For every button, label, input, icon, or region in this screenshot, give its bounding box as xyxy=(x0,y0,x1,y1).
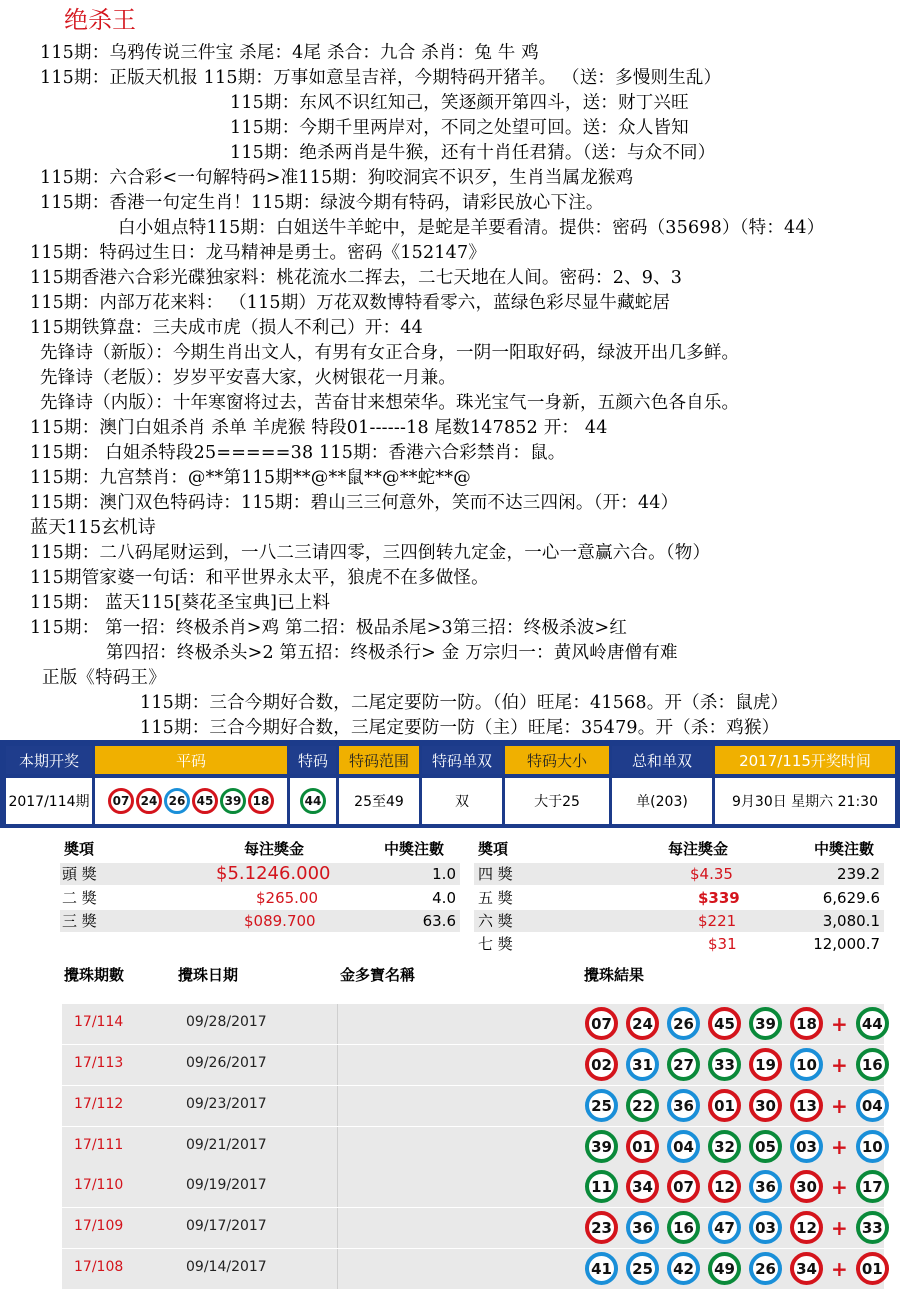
number-ball: 07 xyxy=(585,1007,618,1040)
text-line: 先锋诗（内版）：十年寒窗将过去，苦奋甘来想荣华。珠光宝气一身新，五颜六色各自乐。 xyxy=(40,393,740,413)
text-line: 正版《特码王》 xyxy=(42,668,166,688)
history-header-date: 攪珠日期 xyxy=(178,966,239,984)
column-divider xyxy=(337,1208,338,1248)
prize-count: 4.0 xyxy=(432,889,456,907)
history-date: 09/23/2017 xyxy=(186,1096,267,1112)
prize-row xyxy=(60,910,460,932)
text-line: 115期：东风不识红知己，笑逐颜开第四斗，送：财丁兴旺 xyxy=(230,93,689,113)
text-line: 115期：香港一句定生肖！115期：绿波今期有特码，请彩民放心下注。 xyxy=(40,193,604,213)
number-ball: 22 xyxy=(626,1089,659,1122)
special-ball-cell xyxy=(290,778,336,824)
number-ball: 10 xyxy=(790,1048,823,1081)
special-number-ball: 44 xyxy=(300,788,326,814)
number-ball: 13 xyxy=(790,1089,823,1122)
special-number-ball: 10 xyxy=(856,1130,889,1163)
plus-sign: + xyxy=(831,1052,848,1077)
number-ball: 27 xyxy=(667,1048,700,1081)
number-ball: 19 xyxy=(749,1048,782,1081)
prize-amount: $339 xyxy=(698,889,740,907)
history-header-period: 攪珠期數 xyxy=(64,966,125,984)
plus-sign: + xyxy=(831,1011,848,1036)
history-row xyxy=(62,1045,884,1085)
regular-balls xyxy=(95,778,287,824)
number-ball: 34 xyxy=(790,1252,823,1285)
history-row xyxy=(62,1004,884,1044)
number-ball: 30 xyxy=(749,1089,782,1122)
number-ball: 41 xyxy=(585,1252,618,1285)
number-ball: 03 xyxy=(749,1211,782,1244)
text-line: 115期铁算盘：三夫成市虎（损人不利己）开：44 xyxy=(30,318,423,338)
number-ball: 33 xyxy=(708,1048,741,1081)
header-sum-odd-even: 总和单双 xyxy=(612,746,712,774)
prize-count: 1.0 xyxy=(432,865,456,883)
number-ball: 26 xyxy=(749,1252,782,1285)
prize-row xyxy=(60,863,460,885)
prize-name: 二 獎 xyxy=(62,889,97,907)
history-date: 09/19/2017 xyxy=(186,1177,267,1193)
prize-amount: $221 xyxy=(698,912,737,930)
history-row xyxy=(62,1208,884,1248)
history-header-result: 攪珠結果 xyxy=(584,966,645,984)
number-ball: 24 xyxy=(136,788,162,814)
column-divider xyxy=(337,1127,338,1167)
special-number-ball: 17 xyxy=(856,1170,889,1203)
history-result-balls xyxy=(585,1252,897,1285)
number-ball: 49 xyxy=(708,1252,741,1285)
number-ball: 02 xyxy=(585,1048,618,1081)
text-line: 115期： 蓝天115[葵花圣宝典]已上料 xyxy=(30,593,331,613)
number-ball: 32 xyxy=(708,1130,741,1163)
text-line: 白小姐点特115期：白姐送牛羊蛇中，是蛇是羊要看清。提供：密码（35698）（特：44） xyxy=(118,218,825,238)
number-ball: 16 xyxy=(667,1211,700,1244)
number-ball: 18 xyxy=(248,788,274,814)
text-line: 115期：六合彩<一句解特码>准115期：狗咬洞宾不识歹，生肖当属龙猴鸡 xyxy=(40,168,634,188)
number-ball: 26 xyxy=(667,1007,700,1040)
text-line: 115期：三合今期好合数，三尾定要防一防（主）旺尾：35479。开（杀：鸡猴） xyxy=(140,718,780,738)
history-period: 17/113 xyxy=(74,1055,124,1071)
special-number-ball: 16 xyxy=(856,1048,889,1081)
prize-name: 頭 獎 xyxy=(62,865,97,883)
number-ball: 11 xyxy=(585,1170,618,1203)
plus-sign: + xyxy=(831,1093,848,1118)
prize-row xyxy=(60,887,460,909)
history-period: 17/114 xyxy=(74,1014,124,1030)
text-line: 先锋诗（新版）：今期生肖出文人，有男有女正合身，一阴一阳取好码，绿波开出几多鲜。 xyxy=(40,343,740,363)
history-period: 17/108 xyxy=(74,1259,124,1275)
prize-count: 6,629.6 xyxy=(822,889,880,907)
number-ball: 12 xyxy=(708,1170,741,1203)
text-line: 115期：绝杀两肖是牛猴，还有十肖任君猜。（送：与众不同） xyxy=(230,143,716,163)
header-special-number: 特码 xyxy=(290,746,336,774)
text-line: 蓝天115玄机诗 xyxy=(30,517,156,538)
plus-sign: + xyxy=(831,1174,848,1199)
number-ball: 36 xyxy=(667,1089,700,1122)
number-ball: 47 xyxy=(708,1211,741,1244)
prize-header-name: 奬項 xyxy=(478,840,509,858)
special-range-value: 25至49 xyxy=(339,778,419,824)
text-line: 115期：三合今期好合数，二尾定要防一防。（伯）旺尾：41568。开（杀：鼠虎） xyxy=(140,693,789,713)
history-period: 17/112 xyxy=(74,1096,124,1112)
history-period: 17/111 xyxy=(74,1137,124,1153)
text-line: 115期： 白姐杀特段25=====38 115期：香港六合彩禁肖：鼠。 xyxy=(30,443,566,463)
history-result-balls xyxy=(585,1211,897,1244)
history-date: 09/26/2017 xyxy=(186,1055,267,1071)
prize-header-count: 中獎注數 xyxy=(814,840,875,858)
number-ball: 25 xyxy=(585,1089,618,1122)
number-ball: 45 xyxy=(192,788,218,814)
prize-header-name: 奬項 xyxy=(64,840,95,858)
prize-row xyxy=(474,863,884,885)
text-line: 115期：特码过生日：龙马精神是勇士。密码《152147》 xyxy=(30,243,487,263)
header-special-range: 特码范围 xyxy=(339,746,419,774)
sum-odd-even-value: 单(203) xyxy=(612,778,712,824)
draw-period: 2017/114期 xyxy=(6,778,92,824)
text-line: 115期：二八码尾财运到，一八二三请四零，三四倒转九定金，一心一意赢六合。（物） xyxy=(30,543,711,563)
history-result-balls xyxy=(585,1170,897,1203)
prize-header-amount: 每注獎金 xyxy=(244,840,305,858)
text-line: 先锋诗（老版）：岁岁平安喜大家，火树银花一月兼。 xyxy=(40,368,457,388)
number-ball: 12 xyxy=(790,1211,823,1244)
prize-amount: $31 xyxy=(708,935,737,953)
number-ball: 34 xyxy=(626,1170,659,1203)
history-header-name: 金多寶名稱 xyxy=(340,966,416,984)
header-special-odd-even: 特码单双 xyxy=(422,746,502,774)
page-title: 绝杀王 xyxy=(64,6,136,34)
text-line: 115期管家婆一句话：和平世界永太平，狼虎不在多做怪。 xyxy=(30,568,489,588)
special-number-ball: 01 xyxy=(856,1252,889,1285)
history-date: 09/21/2017 xyxy=(186,1137,267,1153)
prize-row xyxy=(474,887,884,909)
number-ball: 45 xyxy=(708,1007,741,1040)
prize-name: 三 獎 xyxy=(62,912,97,930)
number-ball: 39 xyxy=(585,1130,618,1163)
prize-row xyxy=(474,933,884,955)
number-ball: 23 xyxy=(585,1211,618,1244)
number-ball: 07 xyxy=(667,1170,700,1203)
number-ball: 24 xyxy=(626,1007,659,1040)
text-line: 115期：乌鸦传说三件宝 杀尾：4尾 杀合：九合 杀肖：兔 牛 鸡 xyxy=(40,43,539,63)
prize-amount: $5.1246.000 xyxy=(216,863,331,884)
history-date: 09/17/2017 xyxy=(186,1218,267,1234)
prize-count: 239.2 xyxy=(837,865,880,883)
column-divider xyxy=(337,1045,338,1085)
prize-name: 七 獎 xyxy=(478,935,513,953)
special-number-ball: 33 xyxy=(856,1211,889,1244)
plus-sign: + xyxy=(831,1256,848,1281)
plus-sign: + xyxy=(831,1215,848,1240)
number-ball: 07 xyxy=(108,788,134,814)
special-size-value: 大于25 xyxy=(505,778,609,824)
next-draw-time-value: 9月30日 星期六 21:30 xyxy=(715,778,895,824)
plus-sign: + xyxy=(831,1134,848,1159)
text-line: 115期： 第一招：终极杀肖>鸡 第二招：极品杀尾>3第三招：终极杀波>红 xyxy=(30,618,628,638)
special-odd-even-value: 双 xyxy=(422,778,502,824)
history-period: 17/109 xyxy=(74,1218,124,1234)
number-ball: 30 xyxy=(790,1170,823,1203)
history-date: 09/28/2017 xyxy=(186,1014,267,1030)
number-ball: 42 xyxy=(667,1252,700,1285)
text-line: 115期香港六合彩光碟独家料：桃花流水二挥去，二七天地在人间。密码：2、9、3 xyxy=(30,268,683,288)
number-ball: 05 xyxy=(749,1130,782,1163)
text-line: 115期：今期千里两岸对，不同之处望可回。送：众人皆知 xyxy=(230,118,689,138)
number-ball: 04 xyxy=(667,1130,700,1163)
prize-header-count: 中獎注數 xyxy=(384,840,445,858)
prize-amount: $265.00 xyxy=(256,889,319,907)
number-ball: 36 xyxy=(749,1170,782,1203)
prize-amount: $089.700 xyxy=(244,912,316,930)
history-result-balls xyxy=(585,1048,897,1081)
history-period: 17/110 xyxy=(74,1177,124,1193)
history-row xyxy=(62,1167,884,1207)
number-ball: 31 xyxy=(626,1048,659,1081)
prize-count: 63.6 xyxy=(422,912,456,930)
number-ball: 26 xyxy=(164,788,190,814)
history-result-balls xyxy=(585,1130,897,1163)
special-number-ball: 04 xyxy=(856,1089,889,1122)
text-line: 115期：澳门白姐杀肖 杀单 羊虎猴 特段01------18 尾数147852 开： 44 xyxy=(30,418,608,438)
history-row xyxy=(62,1127,884,1167)
number-ball: 36 xyxy=(626,1211,659,1244)
prize-row xyxy=(474,910,884,932)
history-result-balls xyxy=(585,1007,897,1040)
prize-amount: $4.35 xyxy=(690,865,733,883)
header-regular-numbers: 平码 xyxy=(95,746,287,774)
column-divider xyxy=(337,1004,338,1044)
prize-header-amount: 每注獎金 xyxy=(668,840,729,858)
draw-result-table xyxy=(0,740,900,828)
history-result-balls xyxy=(585,1089,897,1122)
prize-name: 五 獎 xyxy=(478,889,513,907)
text-line: 115期：澳门双色特码诗：115期：碧山三三何意外，笑而不达三四闲。（开：44） xyxy=(30,493,679,513)
history-row xyxy=(62,1086,884,1126)
prize-count: 3,080.1 xyxy=(822,912,880,930)
text-line: 115期：内部万花来料： （115期）万花双数博特看零六，蓝绿色彩尽显牛藏蛇居 xyxy=(30,293,671,313)
column-divider xyxy=(337,1086,338,1126)
number-ball: 01 xyxy=(626,1130,659,1163)
text-line: 115期：正版天机报 115期：万事如意呈吉祥，今期特码开猪羊。 （送：多慢则生乱） xyxy=(40,68,722,88)
history-date: 09/14/2017 xyxy=(186,1259,267,1275)
special-number-ball: 44 xyxy=(856,1007,889,1040)
number-ball: 39 xyxy=(220,788,246,814)
text-line: 115期：九宫禁肖：@**第115期**@**鼠**@**蛇**@ xyxy=(30,468,471,488)
prize-name: 六 獎 xyxy=(478,912,513,930)
header-next-draw-time: 2017/115开奖时间 xyxy=(715,746,895,774)
text-line: 第四招：终极杀头>2 第五招：终极杀行> 金 万宗归一：黄风岭唐僧有难 xyxy=(106,643,678,663)
number-ball: 25 xyxy=(626,1252,659,1285)
number-ball: 01 xyxy=(708,1089,741,1122)
column-divider xyxy=(337,1249,338,1289)
prize-name: 四 獎 xyxy=(478,865,513,883)
number-ball: 03 xyxy=(790,1130,823,1163)
column-divider xyxy=(337,1167,338,1207)
header-special-size: 特码大小 xyxy=(505,746,609,774)
history-row xyxy=(62,1249,884,1289)
number-ball: 39 xyxy=(749,1007,782,1040)
number-ball: 18 xyxy=(790,1007,823,1040)
header-current-draw: 本期开奖 xyxy=(6,746,92,774)
prize-count: 12,000.7 xyxy=(813,935,880,953)
